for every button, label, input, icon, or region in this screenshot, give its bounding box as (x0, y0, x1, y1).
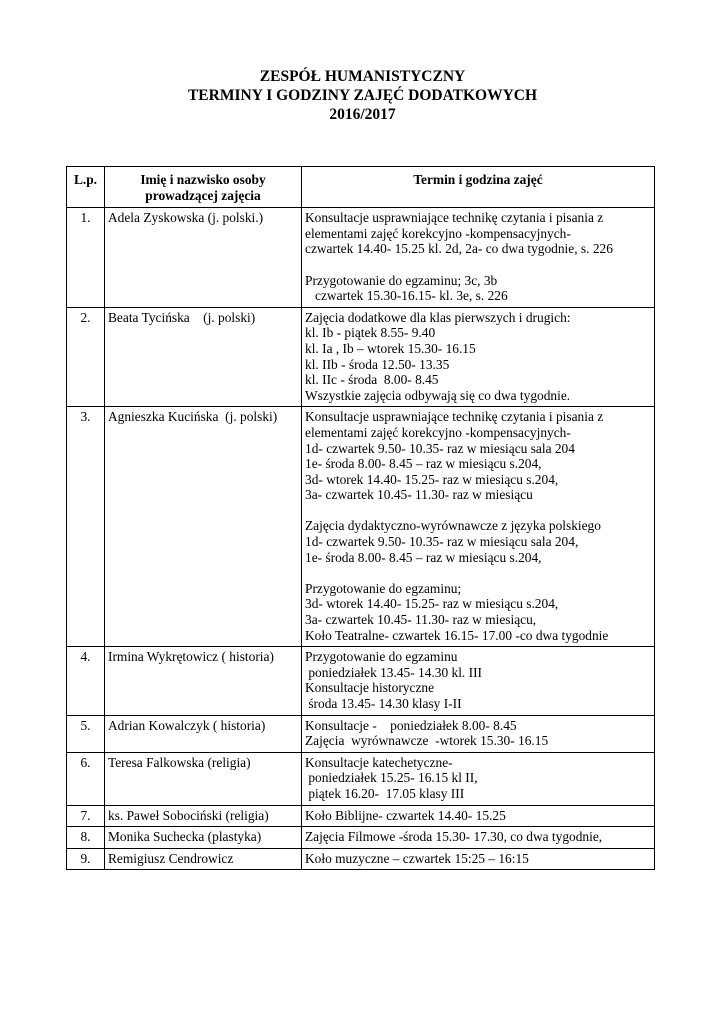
teacher-name: ks. Paweł Sobociński (religia) (105, 805, 302, 827)
schedule-line: Koło muzyczne – czwartek 15:25 – 16:15 (305, 850, 529, 866)
table-row (67, 848, 655, 870)
schedule-line: 3d- wtorek 14.40- 15.25- raz w miesiącu s.204, (305, 471, 559, 487)
row-number: 6. (67, 752, 105, 805)
schedule-line: 3a- czwartek 10.45- 11.30- raz w miesiącu (305, 487, 533, 503)
schedule-line: środa 13.45- 14.30 klasy I-II (305, 696, 462, 711)
schedule-details (302, 407, 655, 647)
schedule-line: kl. Ib - piątek 8.55- 9.40 (305, 325, 436, 341)
schedule-line: Przygotowanie do egzaminu (305, 649, 458, 665)
column-header-person: Imię i nazwisko osoby prowadzącej zajęcia (105, 167, 302, 208)
schedule-line: 1d- czwartek 9.50- 10.35- raz w miesiącu sala 204 (305, 440, 575, 456)
schedule-line: Wszystkie zajęcia odbywają się co dwa tygodnie. (305, 387, 571, 403)
schedule-details (302, 752, 655, 805)
title-line-year: 2016/2017 (329, 106, 396, 123)
column-header-lp: L.p. (67, 167, 105, 208)
schedule-line: Koło Teatralne- czwartek 16.15- 17.00 -co dwa tygodnie (305, 627, 609, 643)
document-title (0, 67, 725, 124)
schedule-details (302, 715, 655, 752)
schedule-line: 3a- czwartek 10.45- 11.30- raz w miesiącu, (305, 612, 537, 628)
teacher-name: Monika Suchecka (plastyka) (105, 827, 302, 849)
table-row (67, 827, 655, 849)
teacher-name: Irmina Wykrętowicz ( historia) (105, 647, 302, 715)
title-line-team: ZESPÓŁ HUMANISTYCZNY (259, 68, 466, 85)
table-body (67, 208, 655, 870)
row-number: 5. (67, 715, 105, 752)
row-number: 7. (67, 805, 105, 827)
schedule-details (302, 307, 655, 407)
schedule-line: 1e- środa 8.00- 8.45 – raz w miesiącu s.204, (305, 549, 542, 565)
schedule-line: 1d- czwartek 9.50- 10.35- raz w miesiącu sala 204, (305, 534, 579, 550)
schedule-spacer (305, 503, 651, 519)
schedule-line: Zajęcia dodatkowe dla klas pierwszych i drugich: (305, 309, 571, 325)
row-number: 8. (67, 827, 105, 849)
teacher-name: Adrian Kowalczyk ( historia) (105, 715, 302, 752)
schedule-details (302, 848, 655, 870)
schedule-line: Przygotowanie do egzaminu; (305, 580, 462, 596)
schedule-details (302, 827, 655, 849)
schedule-details (302, 647, 655, 715)
schedule-line: Zajęcia Filmowe -środa 15.30- 17.30, co dwa tygodnie, (305, 829, 603, 845)
table-row (67, 715, 655, 752)
schedule-line: Konsultacje historyczne (305, 680, 435, 696)
schedule-line: 3d- wtorek 14.40- 15.25- raz w miesiącu s.204, (305, 596, 559, 612)
schedule-table (66, 166, 655, 870)
schedule-line: czwartek 14.40- 15.25 kl. 2d, 2a- co dwa tygodnie, s. 226 (305, 241, 613, 257)
table-row (67, 647, 655, 715)
schedule-line: kl. IIc - środa 8.00- 8.45 (305, 372, 439, 388)
table-row (67, 407, 655, 647)
schedule-line: elementami zajęć korekcyjno -kompensacyjnych- (305, 225, 571, 241)
teacher-name: Teresa Falkowska (religia) (105, 752, 302, 805)
teacher-name: Agnieszka Kucińska (j. polski) (105, 407, 302, 647)
table-row (67, 752, 655, 805)
schedule-line: elementami zajęć korekcyjno -kompensacyjnych- (305, 424, 571, 440)
table-header-row (67, 167, 655, 208)
teacher-name: Adela Zyskowska (j. polski.) (105, 208, 302, 308)
schedule-line: Zajęcia dydaktyczno-wyrównawcze z języka polskiego (305, 518, 601, 534)
column-header-schedule: Termin i godzina zajęć (302, 167, 655, 208)
row-number: 4. (67, 647, 105, 715)
schedule-line: czwartek 15.30-16.15- kl. 3e, s. 226 (305, 288, 508, 304)
schedule-line: piątek 16.20- 17.05 klasy III (305, 785, 465, 801)
schedule-details (302, 805, 655, 827)
schedule-line: Zajęcia wyrównawcze -wtorek 15.30- 16.15 (305, 733, 549, 749)
schedule-line: Konsultacje - poniedziałek 8.00- 8.45 (305, 717, 517, 733)
schedule-line: Konsultacje usprawniające technikę czytania i pisania z (305, 210, 604, 226)
schedule-line: Konsultacje usprawniające technikę czytania i pisania z (305, 409, 604, 425)
schedule-line: Koło Biblijne- czwartek 14.40- 15.25 (305, 807, 506, 823)
table-row (67, 307, 655, 407)
row-number: 2. (67, 307, 105, 407)
schedule-line: 1e- środa 8.00- 8.45 – raz w miesiącu s.204, (305, 456, 542, 472)
table-row (67, 208, 655, 308)
schedule-line: kl. Ia , Ib – wtorek 15.30- 16.15 (305, 340, 476, 356)
schedule-line: poniedziałek 15.25- 16.15 kl II, (305, 770, 478, 786)
schedule-spacer (305, 257, 651, 273)
schedule-line: Przygotowanie do egzaminu; 3c, 3b (305, 272, 498, 288)
row-number: 1. (67, 208, 105, 308)
title-line-subject: TERMINY I GODZINY ZAJĘĆ DODATKOWYCH (187, 87, 538, 104)
table-row (67, 805, 655, 827)
row-number: 9. (67, 848, 105, 870)
schedule-line: poniedziałek 13.45- 14.30 kl. III (305, 664, 483, 680)
teacher-name: Beata Tycińska (j. polski) (105, 307, 302, 407)
schedule-line: Konsultacje katechetyczne- (305, 754, 453, 770)
schedule-details (302, 208, 655, 308)
row-number: 3. (67, 407, 105, 647)
schedule-line: kl. IIb - środa 12.50- 13.35 (305, 356, 450, 372)
teacher-name: Remigiusz Cendrowicz (105, 848, 302, 870)
schedule-spacer (305, 565, 651, 581)
